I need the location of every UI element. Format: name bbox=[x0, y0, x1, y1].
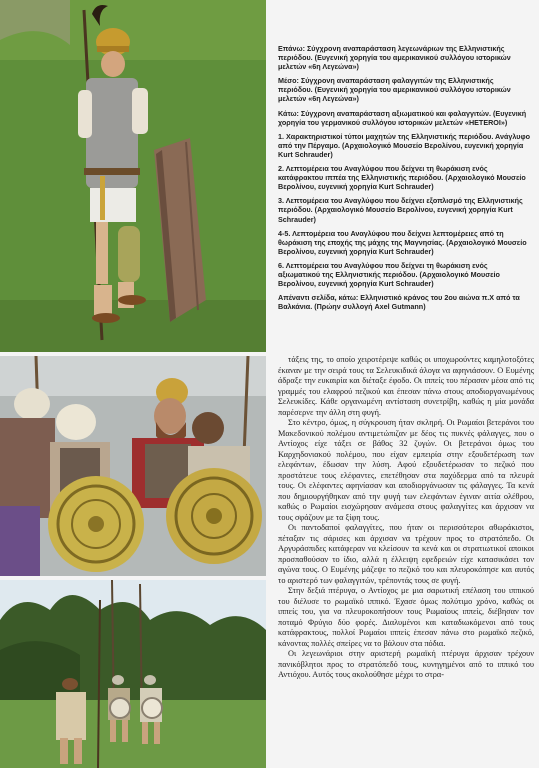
article-paragraph: Οι παντοδαποί φαλαγγίτες, που ήταν οι περισσότεροι αθωράκιστοι, πέταξαν τις σάρισες και άρχισαν να τρέχουν προς το στρατόπεδο. Οι Αργυράσπιδες κατάφεραν να κλείσουν τα κενά και οι στρατιωτικοί αποικοι προσπαθούσαν το ίδιο, αλλά η έλλειψη εφεδρειών είχε κατασικάσει τον αγώνα τους. Ο Ευμένης μάζεψε το πεζικό του και πλευροκόπησε και αυτός το αριστερό των φαλαγγιτών, τρέποντάς τους σε φυγή. bbox=[278, 523, 534, 585]
article-body bbox=[278, 355, 534, 681]
officer-and-phalangites-photo bbox=[0, 580, 266, 768]
article-paragraph: Στην δεξιά πτέρυγα, ο Αντίοχος με μια σαρωτική επέλαση του ιππικού του διέλυσε το ρωμαϊκό ιππικό. Έχασε όμως πολύτιμο χρόνο, καθώς οι ιππείς του, για να πλευροκοπήσουν τους Ρωμαίους ιππείς, διέβησαν τον ποταμό Φρύγιο δύο φορές. Διαλυμένοι και καταδιωκόμενοι από τους κατάφρακτους, πολλοί Ρωμαίοι ιππείς έπεσαν πάνω στο ρωμαϊκό πεζικό, κάνοντας πολλές σπείρες να το βάλουν στα πόδια. bbox=[278, 586, 534, 648]
caption-opposite-page: Απέναντι σελίδα, κάτω: Ελληνιστικό κράνος του 2ου αιώνα π.Χ από τα Βαλκάνια. (Πρώην συλλογή Axel Gutmann) bbox=[278, 293, 520, 312]
caption-2: 2. Λεπτομέρεια του Αναγλύφου που δείχνει τη θωράκιση ενός κατάφρακτου ιππέα της Ελληνιστικής περιόδου. (Αρχαιολογικό Μουσείο Βερολίνου, ευγενική χορηγία Kurt Schrauder) bbox=[278, 164, 526, 192]
phalangites-reenactors-photo bbox=[0, 356, 266, 576]
article-paragraph: Οι λεγεωνάριοι στην αριστερή ρωμαϊκή πτέρυγα άρχισαν τρέχουν πανικόβλητοι προς το στρατόπεδό τους, κυνηγημένοι από το ιππικό του Αντιόχου. Αυτός τους ακολούθησε μέχρι το στρα- bbox=[278, 649, 534, 679]
photo-captions bbox=[278, 44, 530, 316]
caption-bottom: Κάτω: Σύγχρονη αναπαράσταση αξιωματικού και φαλαγγιτών. (Ευγενική χορηγία του γερμανικού συλλόγου ιστορικών μελετών «HETEROI») bbox=[278, 108, 527, 127]
legionary-reenactor-photo bbox=[0, 0, 266, 352]
caption-1: 1. Χαρακτηριστικοί τύποι μαχητών της Ελληνιστικής περιόδου. Ανάγλυφο από την Πέργαμο. (Αρχαιολογικό Μουσείο Βερολίνου, ευγενική χορηγία Kurt Schrauder) bbox=[278, 131, 530, 159]
caption-4-5: 4-5. Λεπτομέρεια του Αναγλύφου που δείχνει λεπτομέρειες από τη θωράκιση της εποχής της μάχης της Μαγνησίας. (Αρχαιολογικό Μουσείο Βερολίνου, ευγενική χορηγία Kurt Schrauder) bbox=[278, 228, 527, 256]
caption-middle: Μέσο: Σύγχρονη αναπαράσταση φαλαγγιτών της Ελληνιστικής περιόδου. (Ευγενική χορηγία του αμερικανικού συλλόγου ιστορικών μελετών «6η Λεγεώνα») bbox=[278, 76, 511, 104]
article-paragraph: Στο κέντρο, όμως, η σύγκρουση ήταν σκληρή. Οι Ρωμαίοι βετεράνοι του Μακεδονικού πολέμου αντιμετώπιζαν με δέος τις πυκνές φάλαγγες, που ο Αντίοχος είχε τάξει σε βάθος 32 ζυγών. Οι βετεράνοι όμως του Καρχηδονιακού πολέμου, που είχαν εμπειρία στην εξουδετέρωση των ελεφάντων, έδωσαν την λύση. Αφού εξουδετέρωσαν το πεζικό που προστάτευε τους ελέφαντες, επετέθησαν στα παχύδερμα από τα πλευρά τους. Οι ελέφαντες αφηνίασαν και αποδιοργάνωσαν τις φάλαγγες. Τα κενά που δημιουργήθηκαν από την φυγή των ελεφάντων έγιναν αιτία ολέθρου, καθώς ο Ρωμαίοι εισχώρησαν ανάμεσα στους φαλαγγίτες και άρχισαν να τους σφάζουν με τα ξίφη τους. bbox=[278, 418, 534, 522]
article-paragraph: τάξεις της, το οποίο χειροτέρεψε καθώς οι υποχωρούντες καμηλοτοξότες έκαναν με την σειρά τους τα Σελευκιδικά άλογα να αφηνιάσουν. Ο Ευμένης άδραξε την ευκαιρία και διέταξε έφοδο. Οι ιππείς του πέρασαν μέσα από τις γραμμές του ελαφρού πεζικού και έπεσαν πάνω στους αποδιοργανωμένους Σελευκίδες. Κάθε οργανωμένη αντίσταση συνετρίβη, καθώς η μία μονάδα παρέσερνε την άλλη στη φυγή. bbox=[278, 355, 534, 417]
caption-3: 3. Λεπτομέρεια του Αναγλύφου που δείχνει εξοπλισμό της Ελληνιστικής περιόδου. (Αρχαιολογικό Μουσείο Βερολίνου, ευγενική χορηγία Kurt Schrauder) bbox=[278, 196, 523, 224]
caption-top: Επάνω: Σύγχρονη αναπαράσταση λεγεωνάριων της Ελληνιστικής περιόδου. (Ευγενική χορηγία του αμερικανικού συλλόγου ιστορικών μελετών «6η Λεγεώνα») bbox=[278, 44, 511, 72]
caption-6: 6. Λεπτομέρεια του Αναγλύφου που δείχνει τη θωράκιση ενός αξιωματικού της Ελληνιστικής περιόδου. (Αρχαιολογικό Μουσείο Βερολίνου, ευγενική χορηγία Kurt Schrauder) bbox=[278, 260, 500, 289]
